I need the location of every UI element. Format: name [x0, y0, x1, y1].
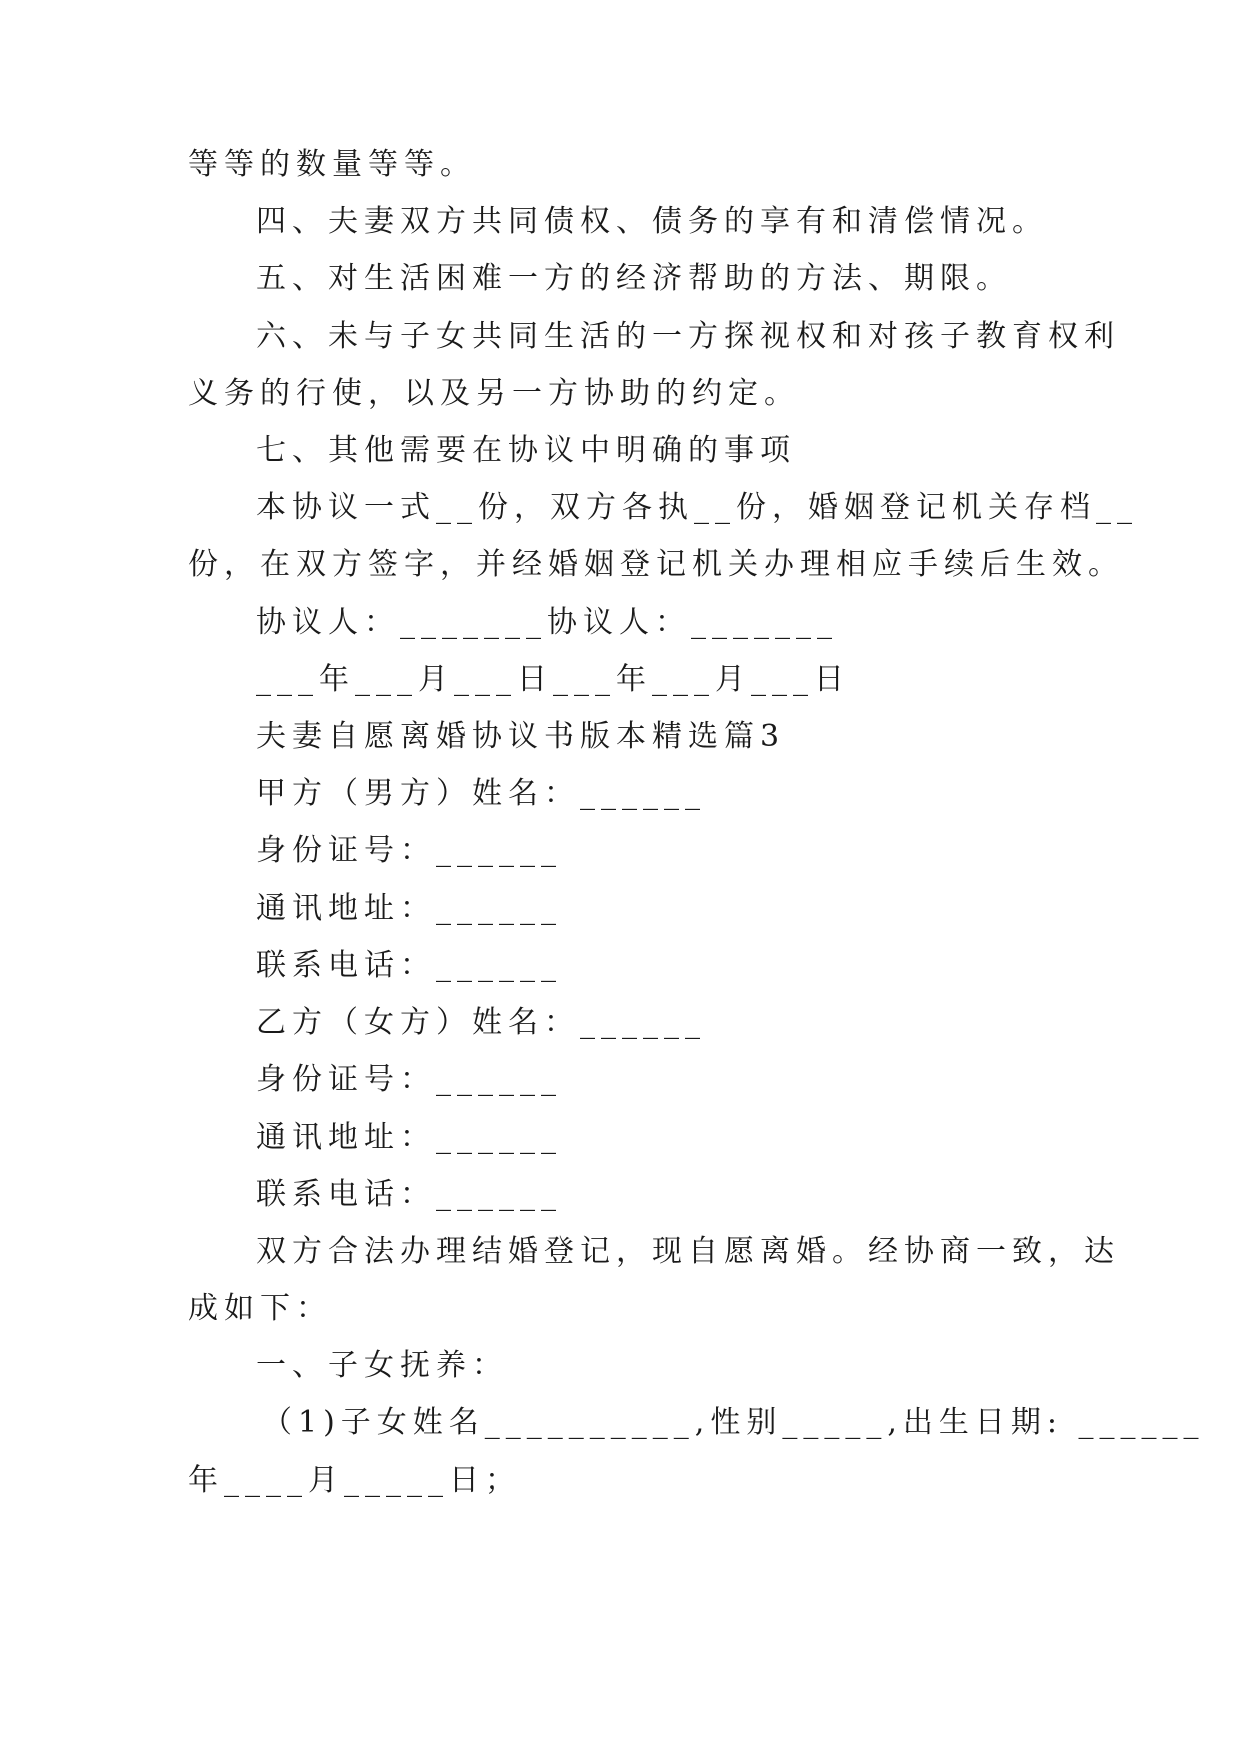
text-line: 身份证号：______	[256, 1062, 562, 1097]
text-line: 四、夫妻双方共同债权、债务的享有和清偿情况。	[256, 204, 1048, 239]
text-line: 成如下：	[188, 1291, 332, 1326]
text-line: 双方合法办理结婚登记，现自愿离婚。经协商一致，达	[256, 1234, 1120, 1269]
text-line: 份，在双方签字，并经婚姻登记机关办理相应手续后生效。	[188, 547, 1124, 582]
text-line: 通讯地址：______	[256, 1120, 562, 1155]
section-heading: 夫妻自愿离婚协议书版本精选篇3	[256, 719, 786, 754]
text-line: 协议人：_______协议人：_______	[256, 605, 838, 640]
text-line: 七、其他需要在协议中明确的事项	[256, 433, 796, 468]
text-line: 身份证号：______	[256, 833, 562, 868]
text-line: 甲方（男方）姓名：______	[256, 776, 706, 811]
text-line: 乙方（女方）姓名：______	[256, 1005, 706, 1040]
text-line: 年____月_____日；	[188, 1463, 521, 1498]
text-line: ___年___月___日___年___月___日	[256, 662, 850, 697]
text-line: 联系电话：______	[256, 1177, 562, 1212]
text-line: 等等的数量等等。	[188, 147, 476, 182]
text-line: 一、子女抚养：	[256, 1348, 508, 1383]
text-line: 联系电话：______	[256, 948, 562, 983]
text-line: 义务的行使，以及另一方协助的约定。	[188, 376, 800, 411]
text-line: 本协议一式__份，双方各执__份，婚姻登记机关存档__	[256, 490, 1138, 525]
text-line: 通讯地址：______	[256, 891, 562, 926]
text-line: 六、未与子女共同生活的一方探视权和对孩子教育权利	[256, 319, 1120, 354]
text-line: 五、对生活困难一方的经济帮助的方法、期限。	[256, 261, 1012, 296]
text-line: （1)子女姓名__________,性别_____,出生日期: ______	[262, 1405, 1205, 1440]
